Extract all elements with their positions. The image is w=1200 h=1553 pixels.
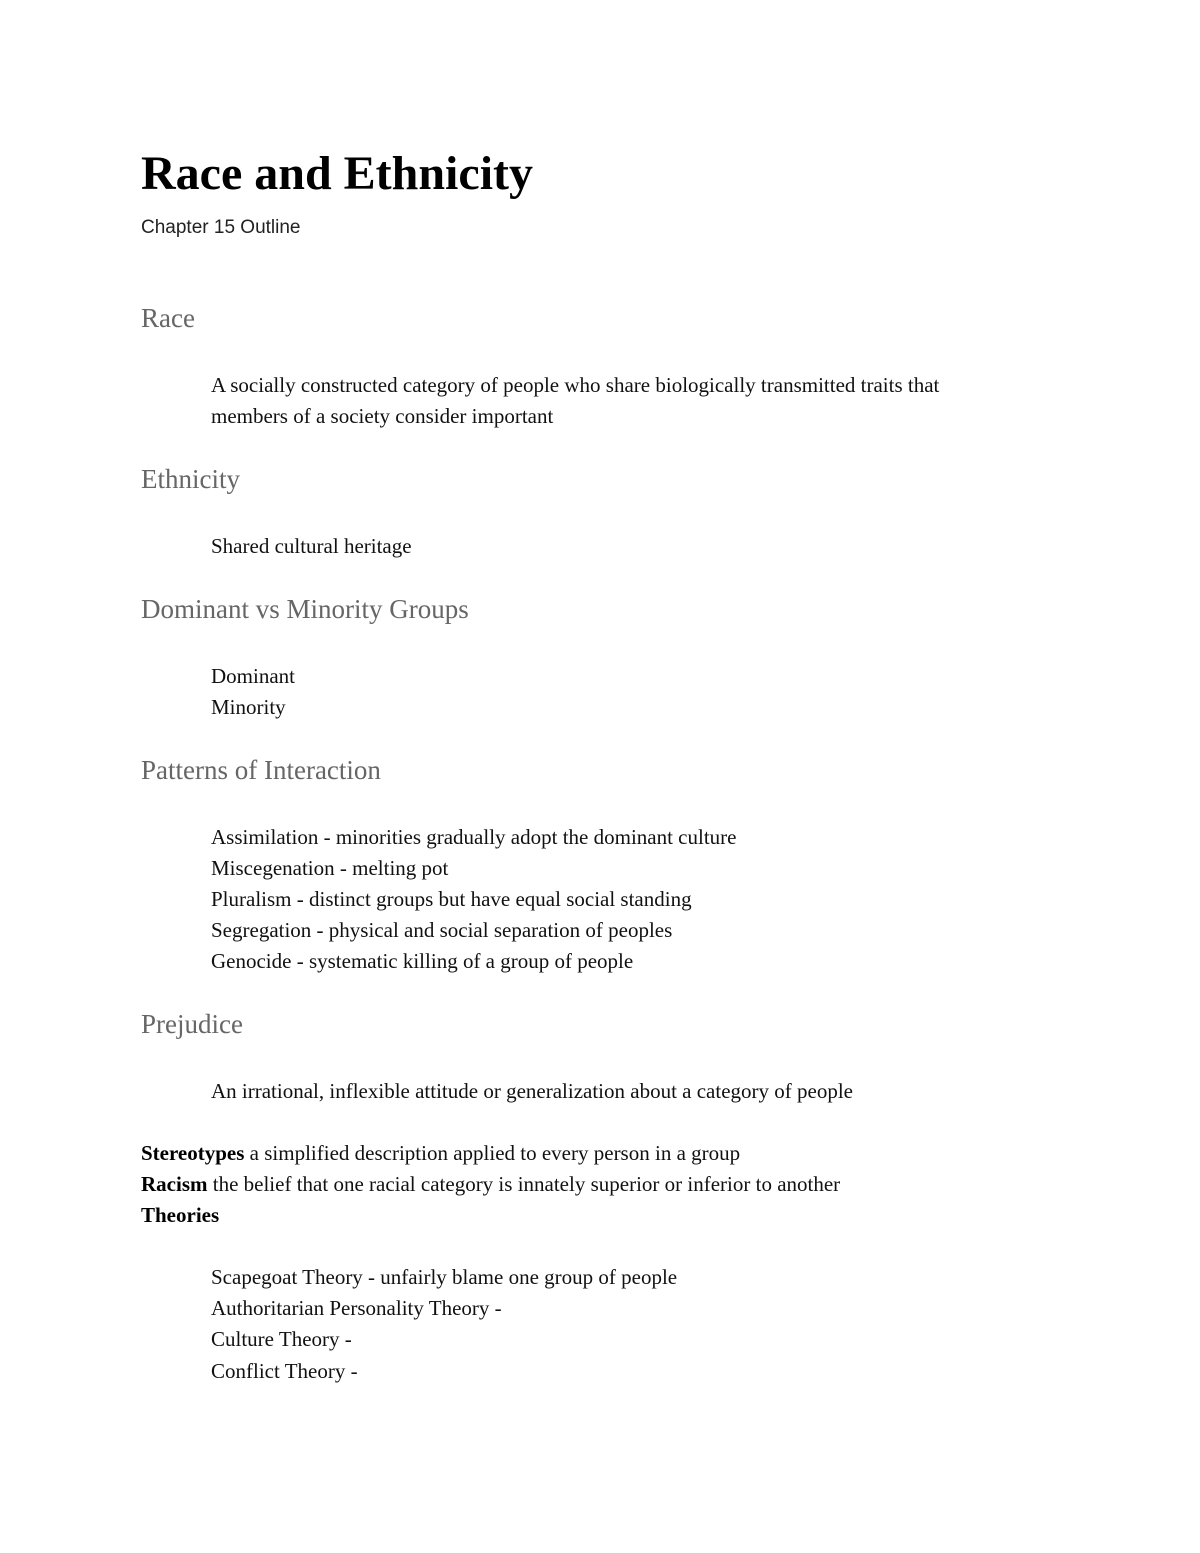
theory-culture: Culture Theory - (211, 1327, 352, 1351)
section-heading-prejudice: Prejudice (141, 1009, 243, 1039)
pattern-genocide: Genocide - systematic killing of a group of people (211, 949, 634, 973)
term-stereotypes (141, 1138, 740, 1169)
race-definition-line-2: members of a society consider important (211, 404, 554, 428)
section-heading-patterns: Patterns of Interaction (141, 755, 381, 785)
document-title: Race and Ethnicity (141, 147, 534, 200)
term-theories (141, 1200, 219, 1231)
section-heading-race: Race (141, 303, 195, 333)
pattern-pluralism: Pluralism - distinct groups but have equal social standing (211, 887, 692, 911)
term-stereotypes-definition: a simplified description applied to every person in a group (244, 1141, 741, 1165)
term-racism-label: Racism (141, 1172, 208, 1196)
theory-conflict: Conflict Theory - (211, 1359, 358, 1383)
theory-authoritarian: Authoritarian Personality Theory - (211, 1296, 502, 1320)
term-racism (141, 1169, 840, 1200)
ethnicity-definition: Shared cultural heritage (211, 534, 412, 558)
race-definition-line-1: A socially constructed category of people who share biologically transmitted traits that (211, 373, 940, 397)
term-theories-label: Theories (141, 1203, 220, 1227)
term-stereotypes-label: Stereotypes (141, 1141, 245, 1165)
prejudice-definition: An irrational, inflexible attitude or generalization about a category of people (211, 1079, 853, 1103)
list-item-dominant: Dominant (211, 664, 295, 688)
pattern-segregation: Segregation - physical and social separation of peoples (211, 918, 673, 942)
section-heading-ethnicity: Ethnicity (141, 464, 240, 494)
document-subtitle: Chapter 15 Outline (141, 217, 301, 238)
list-item-minority: Minority (211, 695, 286, 719)
section-heading-dominant-minority: Dominant vs Minority Groups (141, 594, 469, 624)
theory-scapegoat: Scapegoat Theory - unfairly blame one group of people (211, 1265, 678, 1289)
pattern-miscegenation: Miscegenation - melting pot (211, 856, 449, 880)
pattern-assimilation: Assimilation - minorities gradually adopt the dominant culture (211, 825, 737, 849)
term-racism-definition: the belief that one racial category is innately superior or inferior to another (207, 1172, 841, 1196)
